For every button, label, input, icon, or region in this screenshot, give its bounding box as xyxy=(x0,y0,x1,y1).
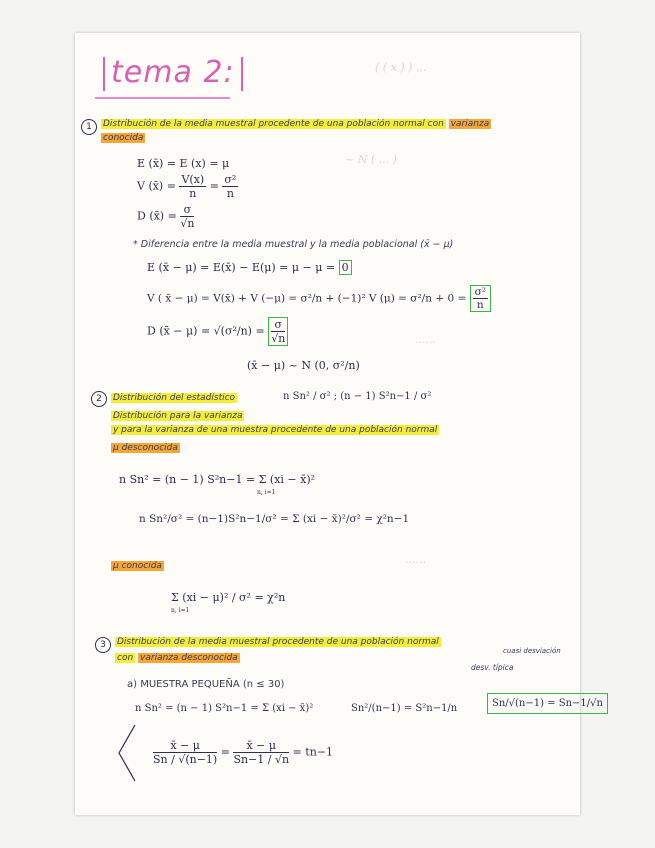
equation: E (x̄ − μ) = E(x̄) − E(μ) = μ − μ = 0 xyxy=(147,261,352,274)
equation: Σ (xi − μ)² / σ² = χ²n xyxy=(171,591,286,604)
section-heading: Distribución del estadístico xyxy=(113,393,236,403)
equation: E (x̄) = E (x) = μ xyxy=(137,157,230,170)
equation: n Sn² = (n − 1) S²n−1 = Σ (xi − x̄)² xyxy=(119,473,316,486)
equation: n Sn² / σ² ; (n − 1) S²n−1 / σ² xyxy=(283,391,432,402)
equation: n Sn²/σ² = (n−1)S²n−1/σ² = Σ (xi − x̄)²/σ² = χ²n−1 xyxy=(139,513,410,525)
sum-limits: n, i=1 xyxy=(257,489,276,496)
bleed-through-text: ...... xyxy=(405,553,426,566)
equation: D (x̄) = $\frac{\sigma}{√n}$ xyxy=(137,203,195,230)
note: * Diferencia entre la media muestral y la media poblacional (x̄ − μ) xyxy=(133,239,454,250)
equation: n Sn² = (n − 1) S²n−1 = Σ (xi − x̄)² xyxy=(135,703,314,714)
section-line: y para la varianza de una muestra procedente de una población normal xyxy=(113,425,438,435)
equation: $\frac{x̄ - \mu}{Sn / √(n-1)}$ = $\frac{x̄ - \mu}{Sn-1 / √n}$ = tn−1 xyxy=(153,739,334,766)
sum-limits: n, i=1 xyxy=(171,607,190,614)
bleed-through-text: ...... xyxy=(415,333,436,346)
section-number: 1 xyxy=(81,119,97,135)
section-heading: Distribución de la media muestral procedente de una población normal xyxy=(117,637,439,647)
annotation-label: cuasi desviación xyxy=(503,647,561,655)
case-label: μ desconocida xyxy=(113,443,178,453)
subsection-label: a) MUESTRA PEQUEÑA (n ≤ 30) xyxy=(127,679,285,690)
equation: D (x̄ − μ) = √(σ²/n) = $\frac{\sigma}{√n}$ xyxy=(147,317,288,346)
boxed-result: Sn/√(n−1) = Sn−1/√n xyxy=(487,693,608,714)
section-number: 2 xyxy=(91,391,107,407)
bleed-through-text: ( ( x ) ) ... xyxy=(375,61,427,74)
equation: (x̄ − μ) ~ N (0, σ²/n) xyxy=(247,359,360,372)
equation: V (x̄) = $\frac{V(x)}{n}$ = $\frac{\text{σ²}}{n}$ xyxy=(137,173,237,200)
title-underline xyxy=(95,97,230,99)
bleed-through-text: ~ N ( ... ) xyxy=(345,153,397,166)
page-title: tema 2: xyxy=(97,55,249,91)
section-number: 3 xyxy=(95,637,111,653)
section-line: Distribución para la varianza xyxy=(113,411,243,421)
section-heading: Distribución de la media muestral procedente de una población normal con varianza xyxy=(103,119,490,129)
annotation-label: desv. típica xyxy=(471,663,514,672)
section-heading-cont: con varianza desconocida xyxy=(117,653,238,663)
section-heading-cont: conocida xyxy=(103,133,144,143)
equation: Sn²/(n−1) = S²n−1/n xyxy=(351,703,458,714)
brace-icon xyxy=(115,723,137,783)
notebook-page xyxy=(75,33,603,815)
equation: V ( x̄ − μ) = V(x̄) + V (−μ) = σ²/n + (−1)² V (μ) = σ²/n + 0 = $\frac{\text{σ²}}{n}$ xyxy=(147,285,491,312)
case-label: μ conocida xyxy=(113,561,162,571)
